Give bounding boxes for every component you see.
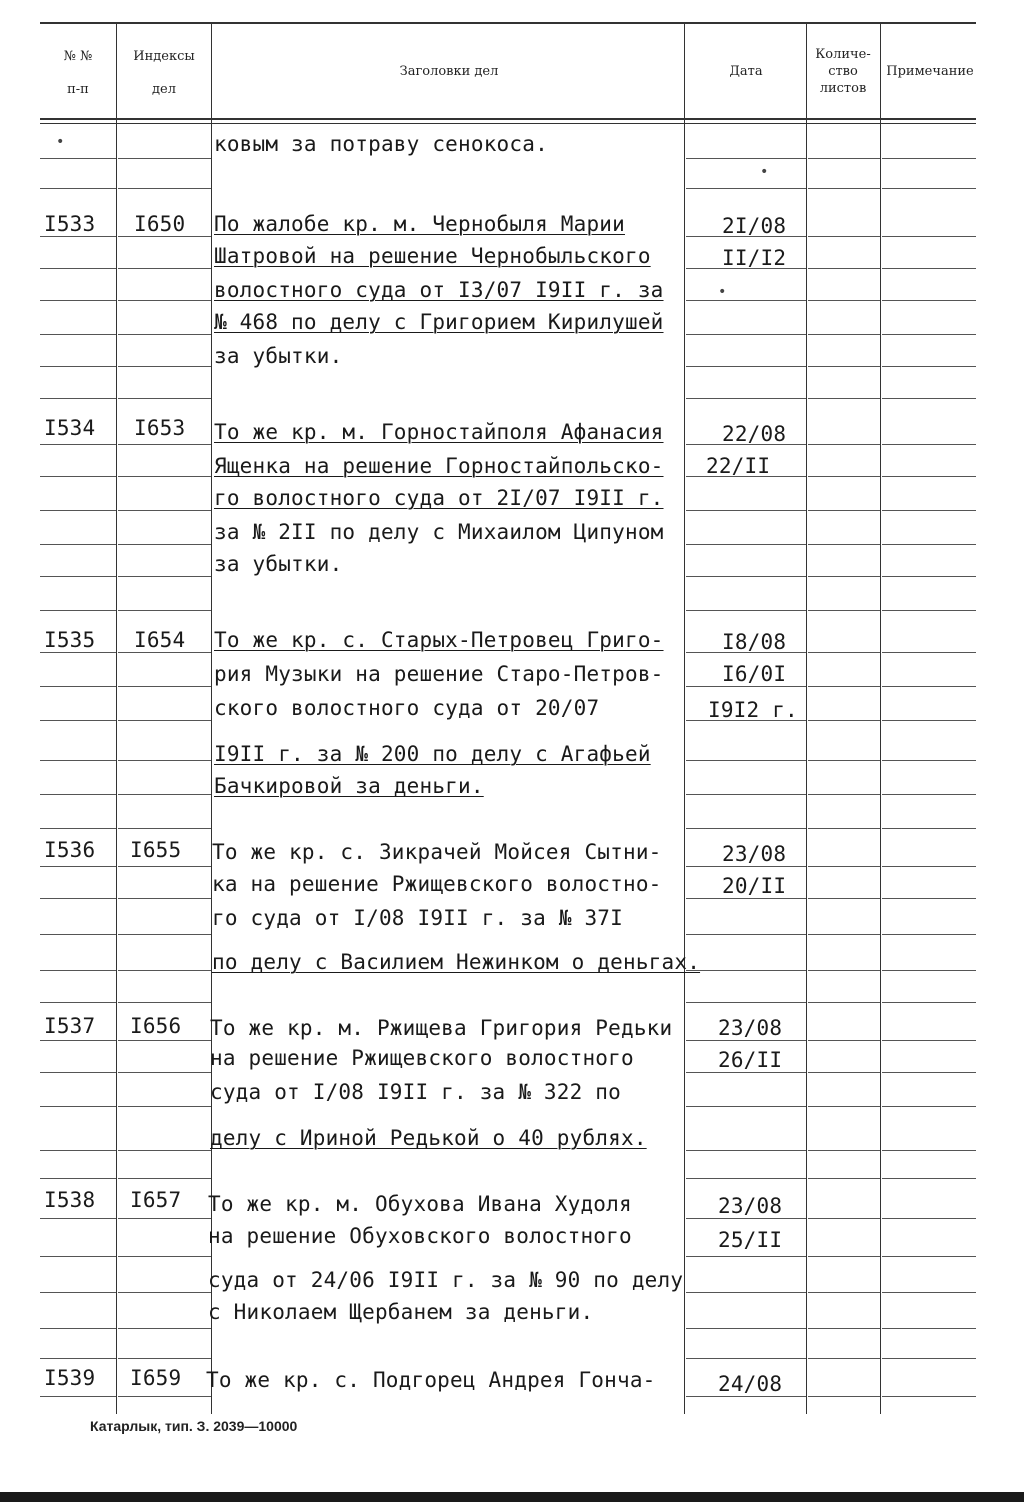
ruled-line [686,1150,806,1151]
ruled-line [686,794,806,795]
ruled-line [882,1218,976,1219]
header-num-line2: п-п [67,82,89,97]
ruled-line [118,1106,211,1107]
title-line: волостного суда от I3/07 I9II г. за [214,278,664,302]
header-bottom-rule [40,118,976,120]
date-received: 24/08 [718,1372,783,1396]
ruled-line [882,398,976,399]
ruled-line [686,1292,806,1293]
ruled-line [808,1040,880,1041]
ruled-line [808,898,880,899]
ruled-line [882,828,976,829]
ruled-line [40,544,116,545]
ruled-line [686,366,806,367]
ruled-line [40,1178,116,1179]
row-index-1659: I659 [130,1366,182,1390]
ruled-line [882,610,976,611]
ruled-line [118,794,211,795]
ruled-line [808,1256,880,1257]
col-line-4 [806,24,807,1414]
title-line: за убытки. [214,344,343,368]
ruled-line [808,794,880,795]
ruled-line [40,610,116,611]
ruled-line [40,366,116,367]
ruled-line [40,1150,116,1151]
ruled-line [808,760,880,761]
ruled-line [118,898,211,899]
ruled-line [686,334,806,335]
ruled-line [118,1150,211,1151]
title-line: на решение Ржищевского волостного [210,1046,634,1070]
ruled-line [882,366,976,367]
ruled-line [808,934,880,935]
ruled-line [808,828,880,829]
row-num-1533: I533 [44,212,96,236]
ruled-line [40,300,116,301]
ruled-line [40,686,116,687]
ruled-line [118,760,211,761]
ruled-line [118,1178,211,1179]
ruled-line [882,1072,976,1073]
ruled-line [882,188,976,189]
ruled-line [882,158,976,159]
ruled-line [808,576,880,577]
ruled-line [40,398,116,399]
row-index-1657: I657 [130,1188,182,1212]
title-line: ковым за потраву сенокоса. [214,132,548,156]
ruled-line [118,1040,211,1041]
ruled-line [118,866,211,867]
title-line: за убытки. [214,552,343,576]
ruled-line [808,188,880,189]
ruled-line [40,866,116,867]
title-line: То же кр. м. Обухова Ивана Худоля [208,1192,632,1216]
ruled-line [40,1358,116,1359]
ruled-line [118,1256,211,1257]
ruled-line [808,1002,880,1003]
ruled-line [40,1396,116,1397]
date-received: I8/08 [722,630,787,654]
ruled-line [882,720,976,721]
date-year: I9I2 г. [708,698,798,722]
ruled-line [808,866,880,867]
ruled-line [686,828,806,829]
ruled-line [882,544,976,545]
row-index-1654: I654 [134,628,186,652]
printer-imprint: Катарлык, тип. З. 2039—10000 [90,1418,298,1434]
title-line: го суда от I/08 I9II г. за № 37I [212,906,623,930]
ruled-line [118,158,211,159]
ruled-line [808,510,880,511]
ruled-line [686,158,806,159]
ruled-line [40,476,116,477]
ruled-line [40,1002,116,1003]
ruled-line [882,1150,976,1151]
title-line: То же кр. с. Подгорец Андрея Гонча- [206,1368,656,1392]
ruled-line [686,398,806,399]
ruled-line [808,1178,880,1179]
ruled-line [686,576,806,577]
ruled-line [882,1396,976,1397]
ruled-line [40,760,116,761]
date-closed: 20/II [722,874,787,898]
date-received: 23/08 [718,1194,783,1218]
ruled-line [40,1292,116,1293]
ruled-line [118,188,211,189]
ruled-line [882,334,976,335]
date-received: 2I/08 [722,214,787,238]
ruled-line [882,1256,976,1257]
ruled-line [808,236,880,237]
ruled-line [118,686,211,687]
ink-dot: • [56,134,65,150]
ruled-line [118,1396,211,1397]
row-index-1653: I653 [134,416,186,440]
row-num-1537: I537 [44,1014,96,1038]
ruled-line [808,610,880,611]
ruled-line [40,158,116,159]
ruled-line [686,188,806,189]
ruled-line [882,686,976,687]
ruled-line [882,794,976,795]
top-rule [40,22,976,24]
row-num-1534: I534 [44,416,96,440]
ruled-line [808,476,880,477]
ruled-line [808,1358,880,1359]
ruled-line [40,510,116,511]
ruled-line [808,1072,880,1073]
header-count-line1: Количе- [815,47,871,62]
ruled-line [882,444,976,445]
ruled-line [40,1072,116,1073]
row-num-1535: I535 [44,628,96,652]
ruled-line [882,510,976,511]
ruled-line [40,576,116,577]
header-num-line1: № № [63,49,93,64]
title-line: № 468 по делу с Григорием Кирилушей [214,310,664,334]
ruled-line [40,334,116,335]
ruled-line [808,652,880,653]
ruled-line [40,934,116,935]
ruled-line [882,760,976,761]
ruled-line [686,1178,806,1179]
ruled-line [808,1150,880,1151]
ruled-line [118,444,211,445]
title-line: Бачкировой за деньги. [214,774,484,798]
ruled-line [40,970,116,971]
title-line: го волостного суда от 2I/07 I9II г. [214,486,664,510]
ruled-line [686,544,806,545]
col-line-3 [684,24,685,1414]
title-line: По жалобе кр. м. Чернобыля Марии [214,212,625,236]
row-index-1650: I650 [134,212,186,236]
ruled-line [118,610,211,611]
ruled-line [118,476,211,477]
header-index-line2: дел [152,82,176,97]
ruled-line [808,268,880,269]
ruled-line [882,236,976,237]
ruled-line [808,300,880,301]
ruled-line [118,576,211,577]
ruled-line [686,934,806,935]
title-line: за № 2II по делу с Михаилом Ципуном [214,520,664,544]
ruled-line [882,970,976,971]
title-line: Ященка на решение Горностайпольско- [214,454,664,478]
header-count [806,46,880,97]
ruled-line [40,1218,116,1219]
ruled-line [40,1040,116,1041]
row-num-1536: I536 [44,838,96,862]
ruled-line [686,970,806,971]
ruled-line [686,760,806,761]
ruled-line [882,652,976,653]
ruled-line [808,720,880,721]
header-bottom-rule-2 [40,123,976,124]
date-closed: II/I2 [722,246,787,270]
title-line: суда от 24/06 I9II г. за № 90 по делу [208,1268,684,1292]
ruled-line [40,188,116,189]
ruled-line [40,794,116,795]
scan-edge [0,1492,1024,1502]
date-closed: 25/II [718,1228,783,1252]
ruled-line [118,398,211,399]
ruled-line [118,334,211,335]
ruled-line [40,898,116,899]
date-closed: 26/II [718,1048,783,1072]
row-num-1538: I538 [44,1188,96,1212]
ruled-line [686,1002,806,1003]
ruled-line [118,544,211,545]
title-line: по делу с Василием Нежинком о деньгах. [212,950,701,974]
ruled-line [40,720,116,721]
title-line: Шатровой на решение Чернобыльского [214,244,651,268]
ink-dot: • [718,284,727,300]
ruled-line [118,720,211,721]
ruled-line [882,1328,976,1329]
date-closed: 22/II [706,454,771,478]
col-line-5 [880,24,881,1414]
title-line: на решение Обуховского волостного [208,1224,632,1248]
ruled-line [882,1358,976,1359]
ruled-line [118,934,211,935]
title-line: I9II г. за № 200 по делу с Агафьей [214,742,651,766]
ruled-line [808,158,880,159]
title-line: ского волостного суда от 20/07 [214,696,600,720]
ruled-line [118,1218,211,1219]
ruled-line [808,1292,880,1293]
header-index-line1: Индексы [133,49,195,64]
ruled-line [808,334,880,335]
header-note: Примечание [886,64,974,79]
ruled-line [882,300,976,301]
ruled-line [882,1106,976,1107]
date-received: 23/08 [722,842,787,866]
ruled-line [882,476,976,477]
ruled-line [808,544,880,545]
ruled-line [118,268,211,269]
title-line: То же кр. с. Старых-Петровец Григо- [214,628,664,652]
ruled-line [118,1328,211,1329]
ruled-line [686,510,806,511]
ruled-line [882,934,976,935]
title-line: рия Музыки на решение Старо-Петров- [214,662,664,686]
ruled-line [882,1292,976,1293]
ruled-line [686,1106,806,1107]
ruled-line [118,970,211,971]
ruled-line [40,444,116,445]
ruled-line [118,1292,211,1293]
ruled-line [40,1256,116,1257]
date-closed: I6/0I [722,662,787,686]
header-count-line3: листов [819,81,867,96]
ruled-line [882,866,976,867]
ruled-line [118,1358,211,1359]
title-line: То же кр. м. Ржищева Григория Редьки [210,1016,673,1040]
ruled-line [40,828,116,829]
ruled-line [882,898,976,899]
title-line: делу с Ириной Редькой о 40 рублях. [210,1126,647,1150]
ruled-line [686,1328,806,1329]
ruled-line [686,1256,806,1257]
ruled-line [808,1328,880,1329]
ruled-line [118,828,211,829]
ruled-line [808,1218,880,1219]
header-index [118,48,210,98]
ruled-line [686,1358,806,1359]
ruled-line [808,444,880,445]
ruled-line [808,970,880,971]
title-line: То же кр. м. Горностайполя Афанасия [214,420,664,444]
ruled-line [882,1178,976,1179]
ruled-line [882,1040,976,1041]
ruled-line [808,398,880,399]
header-title: Заголовки дел [399,64,499,79]
date-received: 23/08 [718,1016,783,1040]
ink-dot: • [760,164,769,180]
ruled-line [808,366,880,367]
row-index-1655: I655 [130,838,182,862]
header-count-line2: ство [828,64,858,79]
title-line: ка на решение Ржищевского волостно- [212,872,662,896]
ruled-line [40,268,116,269]
ruled-line [808,1106,880,1107]
ruled-line [118,300,211,301]
row-index-1656: I656 [130,1014,182,1038]
ruled-line [118,1002,211,1003]
ruled-line [808,686,880,687]
ruled-line [686,610,806,611]
ruled-line [882,1002,976,1003]
ruled-line [118,510,211,511]
ruled-line [40,1106,116,1107]
ruled-line [118,1072,211,1073]
ruled-line [882,576,976,577]
header-date: Дата [729,64,763,79]
date-received: 22/08 [722,422,787,446]
title-line: суда от I/08 I9II г. за № 322 по [210,1080,621,1104]
col-line-1 [116,24,117,1414]
row-num-1539: I539 [44,1366,96,1390]
ruled-line [808,1396,880,1397]
ruled-line [118,366,211,367]
ruled-line [882,268,976,269]
ruled-line [40,1328,116,1329]
title-line: с Николаем Щербанем за деньги. [208,1300,594,1324]
ruled-line [686,300,806,301]
title-line: То же кр. с. Зикрачей Мойсея Сытни- [212,840,662,864]
header-num [42,48,114,98]
